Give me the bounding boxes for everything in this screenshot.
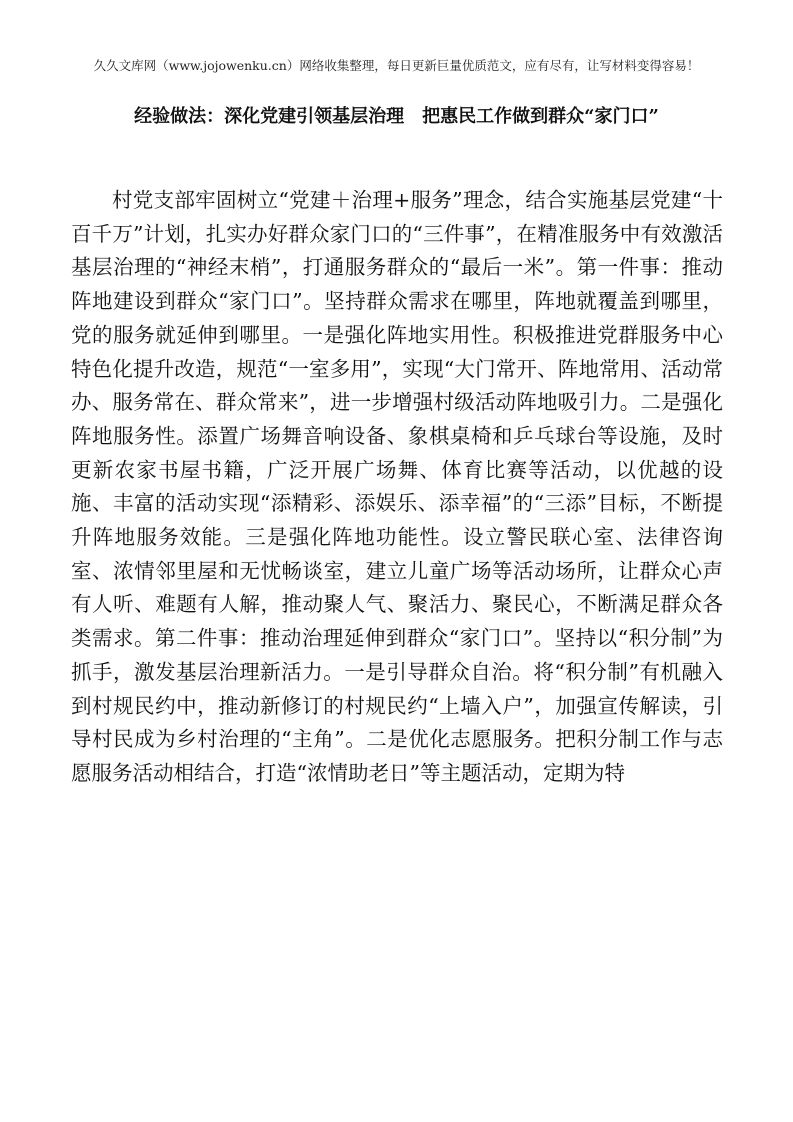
document-title: 经验做法：深化党建引领基层治理 把惠民工作做到群众“家门口” — [134, 106, 659, 127]
header-source-note: 久久文库网（www.jojowenku.cn）网络收集整理，每日更新巨量优质范文，应有尽有，让写材料变得容易！ — [93, 58, 700, 73]
body-paragraph: 村党支部牢固树立“党建＋治理+服务”理念，结合实施基层党建“十百千万”计划，扎实办好群众家门口的“三件事”，在精准服务中有效激活基层治理的“神经末梢”，打通服务群众的“最后一米”。第一件事：推动阵地建设到群众“家门口”。坚持群众需求在哪里，阵地就覆盖到哪里，党的服务就延伸到哪里。一是强化阵地实用性。积极推进党群服务中心特色化提升改造，规范“一室多用”，实现“大门常开、阵地常用、活动常办、服务常在、群众常来”，进一步增强村级活动阵地吸引力。二是强化阵地服务性。添置广场舞音响设备、象棋桌椅和乒乓球台等设施，及时更新农家书屋书籍，广泛开展广场舞、体育比赛等活动，以优越的设施、丰富的活动实现“添精彩、添娱乐、添幸福”的“三添”目标，不断提升阵地服务效能。三是强化阵地功能性。设立警民联心室、法律咨询室、浓情邻里屋和无忧畅谈室，建立儿童广场等活动场所，让群众心声有人听、难题有人解，推动聚人气、聚活力、聚民心，不断满足群众各类需求。第二件事：推动治理延伸到群众“家门口”。坚持以“积分制”为抓手，激发基层治理新活力。一是引导群众自治。将“积分制”有机融入到村规民约中，推动新修订的村规民约“上墙入户”，加强宣传解读，引导村民成为乡村治理的“主角”。二是优化志愿服务。把积分制工作与志愿服务活动相结合，打造“浓情助老日”等主题活动，定期为特 — [71, 188, 723, 785]
